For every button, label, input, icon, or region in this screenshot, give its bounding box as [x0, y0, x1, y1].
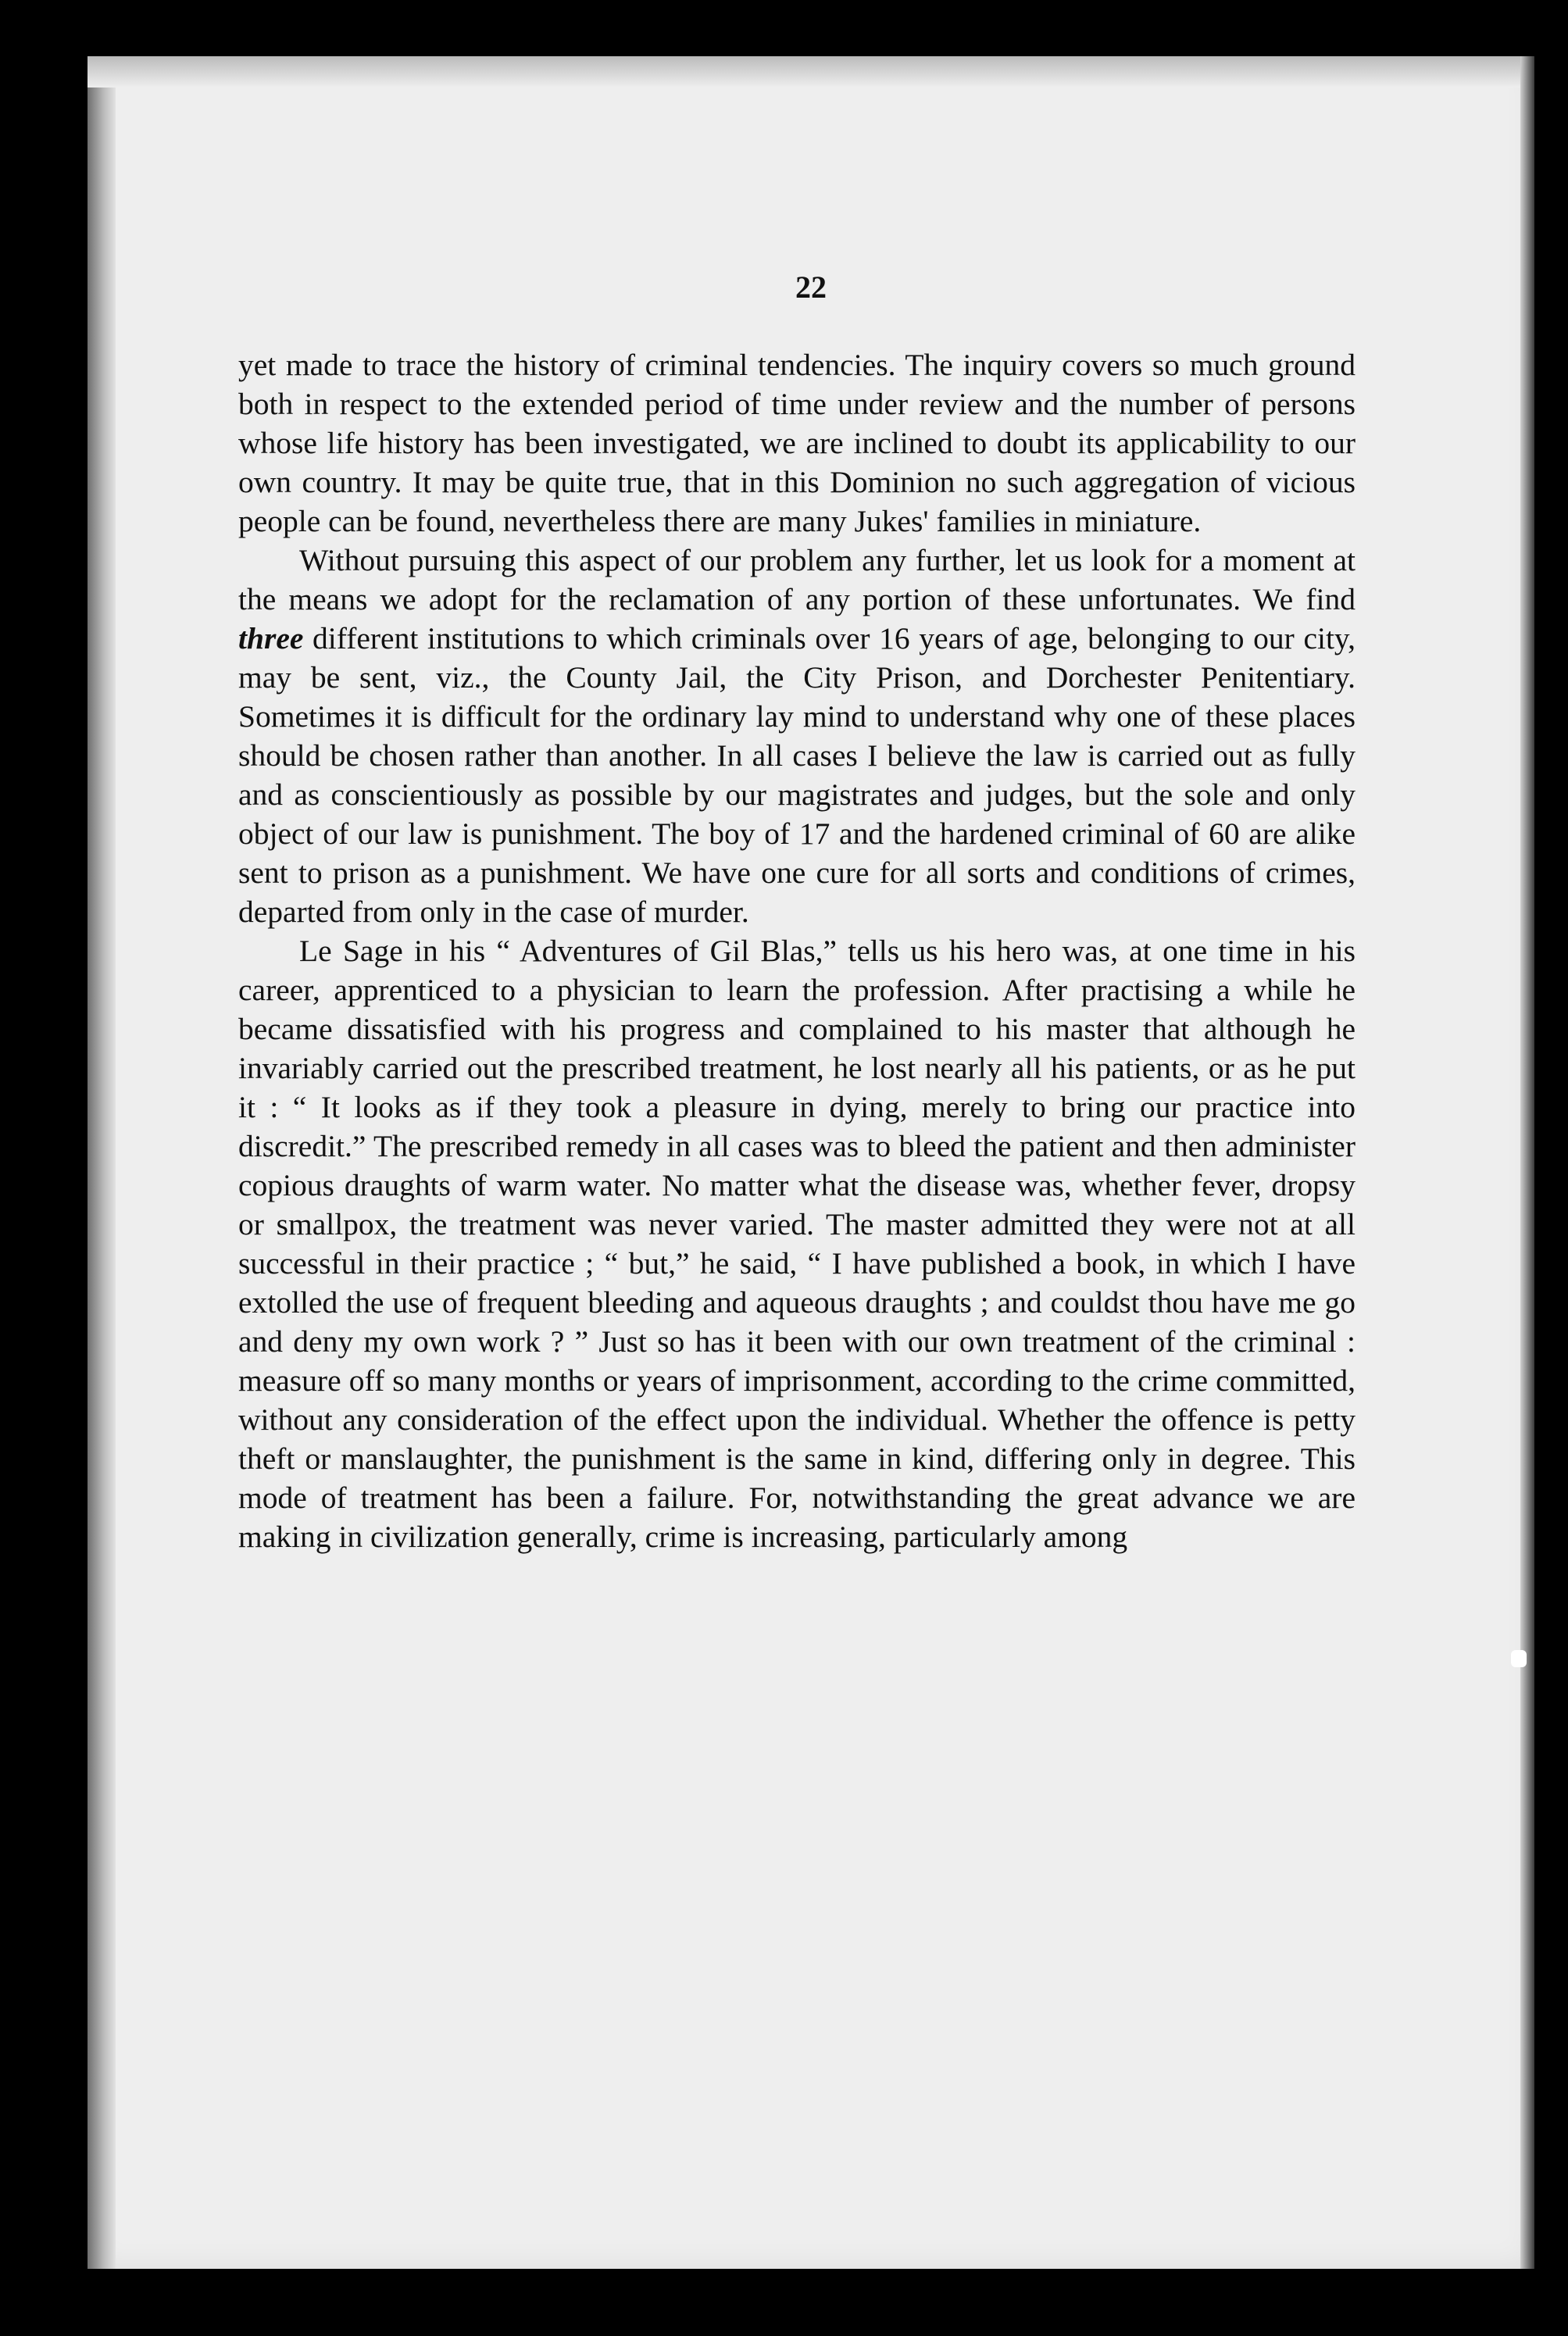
page-number: 22: [795, 270, 827, 305]
paragraph-1: [238, 345, 1355, 541]
paragraph-3-text: Le Sage in his “ Adventures of Gil Blas,” tells us his hero was, at one time in his career, apprenticed to a physician to learn the profession. After practising a while he became dissatisfied with his progress and complained to his master that although he invariably carried out the prescribed treatment, he lost nearly all his patients, or as he put it : “ It looks as if they took a pleasure in dying, merely to bring our practice into discredit.” The prescribed remedy in all cases was to bleed the patient and then administer copious draughts of warm water. No matter what the disease was, whether fever, dropsy or smallpox, the treatment was never varied. The master admitted they were not at all successful in their practice ; “ but,” he said, “ I have published a book, in which I have extolled the use of frequent bleeding and aqueous draughts ; and couldst thou have me go and deny my own work ? ” Just so has it been with our own treatment of the criminal : measure off so many months or years of imprisonment, according to the crime committed, without any consideration of the effect upon the individual. Whether the offence is petty theft or manslaughter, the punishment is the same in kind, differing only in degree. This mode of treatment has been a failure. For, notwithstanding the great advance we are making in civilization generally, crime is increasing, particularly among: [238, 934, 1355, 1554]
page-binding-edge: [88, 56, 116, 2269]
body-text: [238, 345, 1355, 1556]
paragraph-2: [238, 541, 1355, 931]
paragraph-2-emphasis: three: [238, 621, 304, 655]
page-edge-mark: [1511, 1650, 1527, 1667]
paragraph-1-text: yet made to trace the history of criminal tendencies. The inquiry covers so much ground both in respect to the extended period of time under review and the number of persons whose life history has been investigated, we are inclined to doubt its applicability to our own country. It may be quite true, that in this Dominion no such aggregation of vicious people can be found, nevertheless there are many Jukes' families in miniature.: [238, 348, 1355, 538]
paragraph-2-text-start: Without pursuing this aspect of our problem any further, let us look for a moment at the means we adopt for the reclamation of any portion of these unfortunates. We find: [238, 543, 1355, 616]
page-right-edge: [1520, 56, 1534, 2269]
page-top-shadow: [88, 56, 1534, 88]
paragraph-3: [238, 931, 1355, 1556]
paragraph-2-text-end: different institutions to which criminals over 16 years of age, belonging to our city, may be sent, viz., the County Jail, the City Prison, and Dorchester Penitentiary. Sometimes it is difficult for the ordinary lay mind to understand why one of these places should be chosen rather than another. In all cases I believe the law is carried out as fully and as conscientiously as possible by our magistrates and judges, but the sole and only object of our law is punishment. The boy of 17 and the hardened criminal of 60 are alike sent to prison as a punishment. We have one cure for all sorts and conditions of crimes, departed from only in the case of murder.: [238, 621, 1355, 929]
